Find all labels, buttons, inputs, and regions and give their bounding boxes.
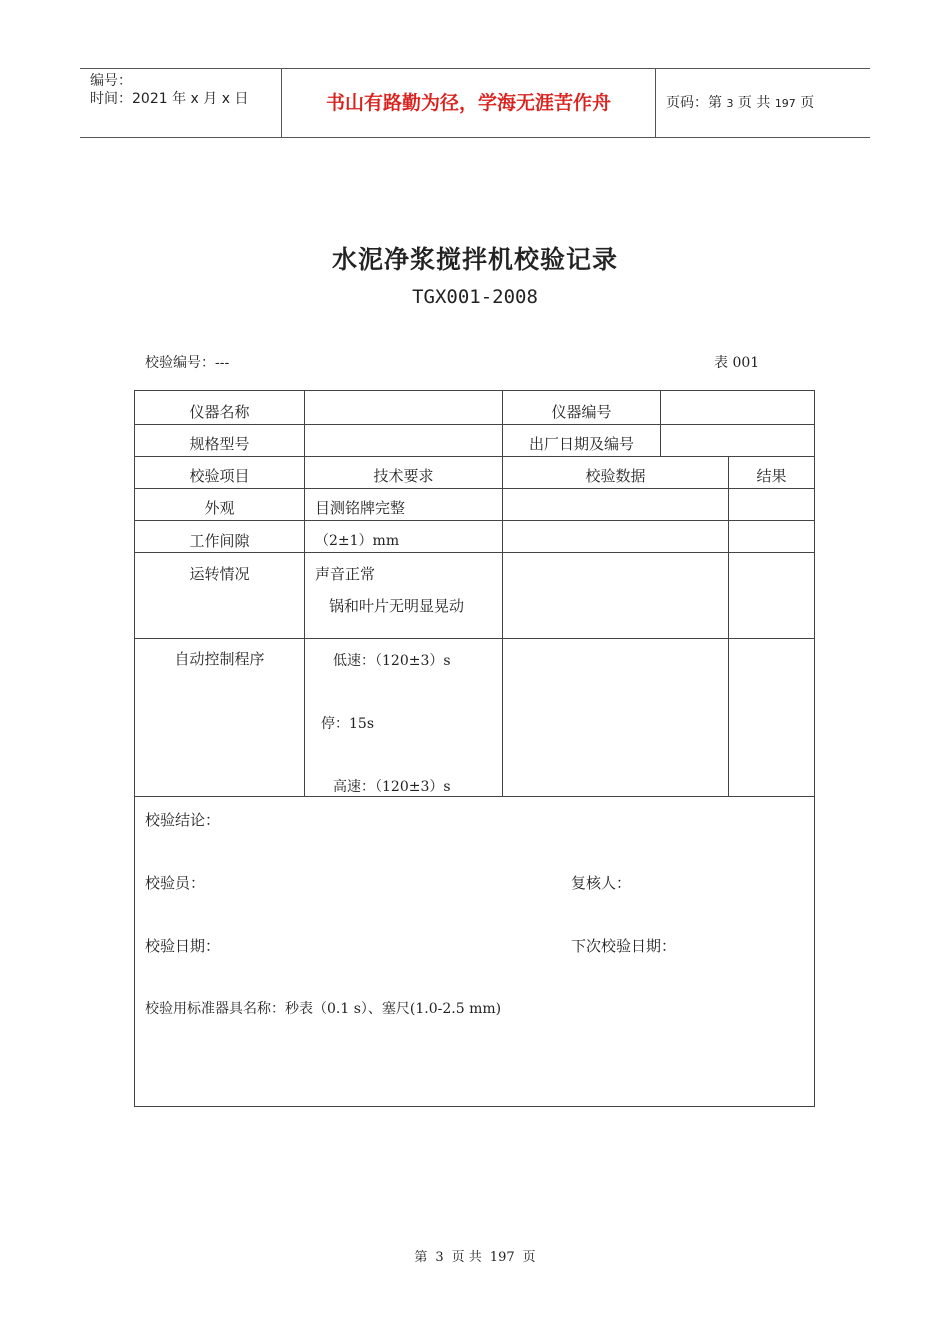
spec-model-label: 规格型号 — [189, 435, 250, 453]
calibration-table — [134, 390, 815, 1107]
footer-suffix: 页 — [522, 1250, 536, 1265]
row-divider — [135, 488, 814, 489]
requirement-cell: 高速：（120±3）s — [333, 779, 451, 795]
footer-mid: 页 共 — [451, 1250, 482, 1265]
inspector-label: 校验员： — [145, 874, 206, 892]
page-mid: 页 共 — [737, 95, 771, 111]
col-divider — [304, 391, 305, 796]
header-meta — [90, 72, 248, 108]
instrument-no-label: 仪器编号 — [551, 403, 612, 421]
page-header — [80, 68, 870, 138]
requirement-cell: （2±1）mm — [315, 533, 400, 549]
col-divider — [728, 456, 729, 796]
footer-prefix: 第 — [414, 1250, 428, 1265]
row-divider — [135, 638, 814, 639]
instrument-name-label: 仪器名称 — [189, 403, 250, 421]
next-date-label: 下次校验日期： — [571, 937, 677, 955]
factory-date-label: 出厂日期及编号 — [528, 435, 634, 453]
item-cell: 外观 — [204, 499, 235, 517]
header-motto: 书山有路勤为径，学海无涯苦作舟 — [325, 92, 611, 114]
document-title: 水泥净浆搅拌机校验记录 — [331, 245, 618, 274]
row-divider — [135, 552, 814, 553]
time-label: 时间：2021 年 x 月 x 日 — [90, 91, 249, 107]
serial-label: 编号： — [90, 73, 132, 89]
item-cell: 自动控制程序 — [174, 650, 265, 668]
header-page-info — [666, 69, 814, 137]
page-number: 3 — [726, 97, 734, 110]
header-divider — [655, 69, 656, 137]
calibration-date-label: 校验日期： — [145, 937, 221, 955]
page-total: 197 — [774, 97, 796, 110]
row-divider — [135, 456, 814, 457]
row-divider — [135, 796, 814, 797]
row-divider — [135, 424, 814, 425]
item-cell: 运转情况 — [189, 565, 250, 583]
requirement-cell: 低速：（120±3）s — [333, 653, 451, 669]
record-number: 校验编号：--- — [145, 355, 230, 371]
page-footer — [0, 1246, 950, 1265]
footer-page: 3 — [435, 1250, 444, 1265]
col-header-data: 校验数据 — [585, 467, 646, 485]
col-header-result: 结果 — [756, 467, 787, 485]
requirement-cell: 锅和叶片无明显晃动 — [329, 597, 465, 615]
requirement-cell: 目测铭牌完整 — [315, 499, 406, 517]
item-cell: 工作间隙 — [189, 532, 250, 550]
requirement-cell: 停：15s — [321, 716, 374, 732]
form-number: 表 001 — [714, 355, 760, 371]
col-divider — [660, 391, 661, 456]
document-code: TGX001-2008 — [412, 286, 538, 308]
reviewer-label: 复核人： — [571, 874, 632, 892]
page-suffix: 页 — [800, 95, 815, 111]
conclusion-label: 校验结论： — [145, 811, 221, 829]
col-header-item: 校验项目 — [189, 467, 250, 485]
standard-instruments-label: 校验用标准器具名称：秒表（0.1 s）、塞尺(1.0-2.5 mm) — [145, 1001, 502, 1017]
col-header-req: 技术要求 — [373, 467, 434, 485]
footer-total: 197 — [489, 1250, 515, 1265]
row-divider — [135, 520, 814, 521]
page-prefix: 页码：第 — [666, 95, 722, 111]
requirement-cell: 声音正常 — [315, 565, 376, 583]
